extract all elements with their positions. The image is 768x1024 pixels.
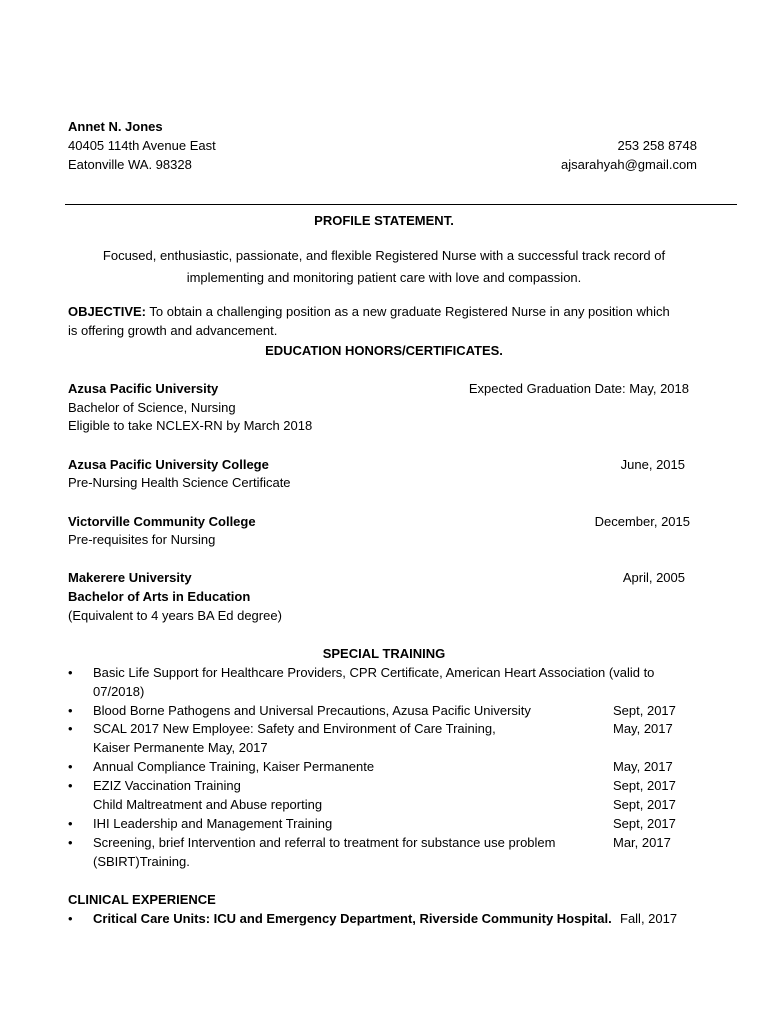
education-school: Azusa Pacific University College [68,457,269,472]
education-date: April, 2005 [622,570,685,585]
phone-number: 253 258 8748 [617,138,697,153]
objective-line-1 [68,302,670,321]
clinical-item: Critical Care Units: ICU and Emergency Department, Riverside Community Hospital. [93,911,612,926]
training-item: Child Maltreatment and Abuse reporting [93,797,323,812]
street-address: 40405 114th Avenue East [68,138,216,153]
training-item: Basic Life Support for Healthcare Providers, CPR Certificate, American Heart Association (valid to [93,665,655,680]
training-item: Screening, brief Intervention and referral to treatment for substance use problem [93,835,556,850]
education-school: Victorville Community College [68,514,256,529]
objective-text: To obtain a challenging position as a new graduate Registered Nurse in any position which [146,304,670,319]
training-heading: SPECIAL TRAINING [322,646,446,661]
training-item: IHI Leadership and Management Training [93,816,333,831]
education-date: Expected Graduation Date: May, 2018 [468,381,689,396]
bullet-icon: • [68,665,73,680]
education-degree: Bachelor of Arts in Education [68,589,251,604]
objective-label: OBJECTIVE: [68,304,147,319]
education-date: June, 2015 [620,457,685,472]
training-item-continued: (SBIRT)Training. [93,854,190,869]
education-school: Azusa Pacific University [68,381,219,396]
email-address: ajsarahyah@gmail.com [560,157,697,172]
education-detail: (Equivalent to 4 years BA Ed degree) [68,608,282,623]
education-detail: Eligible to take NCLEX-RN by March 2018 [68,418,313,433]
education-heading: EDUCATION HONORS/CERTIFICATES. [265,343,503,358]
bullet-icon: • [68,778,73,793]
education-detail: Pre-Nursing Health Science Certificate [68,475,291,490]
education-detail: Pre-requisites for Nursing [68,532,216,547]
training-item-continued: Kaiser Permanente May, 2017 [93,740,268,755]
header-divider [65,204,737,205]
profile-heading: PROFILE STATEMENT. [314,213,454,228]
training-item: Blood Borne Pathogens and Universal Precautions, Azusa Pacific University [93,703,531,718]
clinical-date: Fall, 2017 [620,911,678,926]
training-date: Sept, 2017 [613,703,676,718]
bullet-icon: • [68,835,73,850]
training-date: Sept, 2017 [613,816,676,831]
education-date: December, 2015 [594,514,690,529]
objective-line-2: is offering growth and advancement. [68,323,278,338]
bullet-icon: • [68,816,73,831]
bullet-icon: • [68,703,73,718]
bullet-icon: • [68,911,73,926]
training-date: Sept, 2017 [613,778,676,793]
applicant-name: Annet N. Jones [68,119,163,134]
training-date: Mar, 2017 [613,835,671,850]
profile-text-line-2: implementing and monitoring patient care with love and compassion. [186,270,582,285]
clinical-heading: CLINICAL EXPERIENCE [68,892,216,907]
training-item: SCAL 2017 New Employee: Safety and Environment of Care Training, [93,721,496,736]
training-date: May, 2017 [613,721,673,736]
training-item: Annual Compliance Training, Kaiser Permanente [93,759,375,774]
bullet-icon: • [68,721,73,736]
education-school: Makerere University [68,570,192,585]
training-date: Sept, 2017 [613,797,676,812]
training-item-continued: 07/2018) [93,684,145,699]
training-item: EZIZ Vaccination Training [93,778,241,793]
city-address: Eatonville WA. 98328 [68,157,192,172]
profile-text-line-1: Focused, enthusiastic, passionate, and flexible Registered Nurse with a successful track record of [102,248,666,263]
training-date: May, 2017 [613,759,673,774]
bullet-icon: • [68,759,73,774]
education-detail: Bachelor of Science, Nursing [68,400,236,415]
